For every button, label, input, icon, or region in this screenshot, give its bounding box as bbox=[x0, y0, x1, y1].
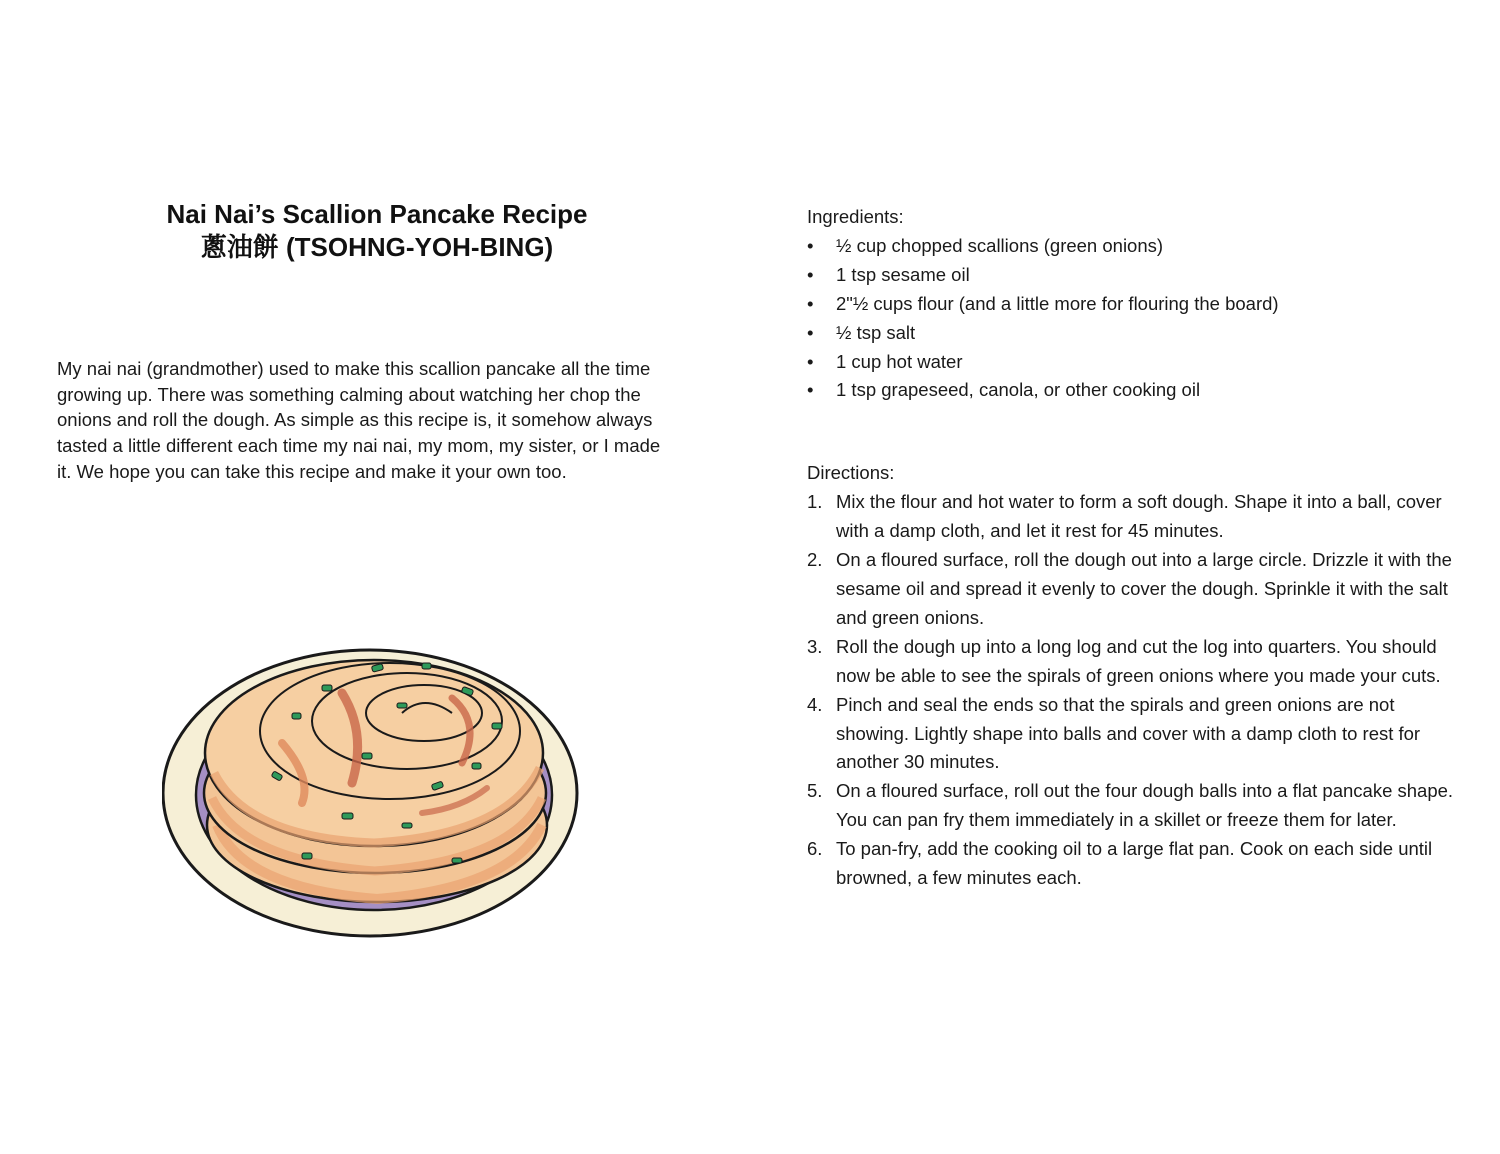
step-text: On a floured surface, roll out the four dough balls into a flat pancake shape. You can pan fry them immediately in a skillet or freeze them for later. bbox=[836, 780, 1454, 831]
step-number: 1. bbox=[807, 491, 823, 513]
ingredient-item bbox=[807, 376, 1457, 405]
step-number: 5. bbox=[807, 780, 823, 802]
directions-heading: Directions: bbox=[807, 462, 895, 484]
direction-step bbox=[807, 691, 1457, 778]
ingredient-item bbox=[807, 290, 1457, 319]
bullet-icon: • bbox=[807, 263, 814, 285]
direction-step bbox=[807, 488, 1457, 546]
left-column bbox=[57, 198, 697, 482]
recipe-title-english: Nai Nai’s Scallion Pancake Recipe bbox=[166, 199, 588, 229]
ingredient-item bbox=[807, 348, 1457, 377]
bullet-icon: • bbox=[807, 350, 814, 372]
bullet-icon: • bbox=[807, 321, 814, 343]
recipe-title bbox=[57, 198, 697, 264]
ingredients-list bbox=[807, 232, 1457, 405]
ingredient-text: 1 cup hot water bbox=[836, 350, 963, 372]
step-number: 4. bbox=[807, 693, 823, 715]
direction-step bbox=[807, 546, 1457, 633]
step-text: Roll the dough up into a long log and cut the log into quarters. You should now be able to see the spirals of green onions where you made your cuts. bbox=[836, 635, 1441, 686]
ingredient-text: 1 tsp sesame oil bbox=[836, 263, 970, 285]
ingredient-item bbox=[807, 319, 1457, 348]
step-number: 2. bbox=[807, 549, 823, 571]
ingredients-heading: Ingredients: bbox=[807, 206, 904, 227]
step-text: Pinch and seal the ends so that the spirals and green onions are not showing. Lightly shape into balls and cover with a damp cloth to rest for another 30 minutes. bbox=[836, 693, 1421, 773]
bullet-icon: • bbox=[807, 292, 814, 314]
directions-list bbox=[807, 488, 1457, 893]
right-column bbox=[807, 203, 1457, 893]
step-number: 6. bbox=[807, 838, 823, 860]
step-number: 3. bbox=[807, 635, 823, 657]
ingredient-text: ½ tsp salt bbox=[836, 321, 916, 343]
ingredient-text: ½ cup chopped scallions (green onions) bbox=[836, 234, 1164, 256]
ingredient-text: 2"½ cups flour (and a little more for flouring the board) bbox=[836, 292, 1279, 314]
ingredient-item bbox=[807, 261, 1457, 290]
ingredient-text: 1 tsp grapeseed, canola, or other cooking oil bbox=[836, 379, 1201, 401]
scallion-pancake-plate-illustration bbox=[162, 603, 592, 943]
directions-section bbox=[807, 459, 1457, 893]
direction-step bbox=[807, 633, 1457, 691]
step-text: Mix the flour and hot water to form a soft dough. Shape it into a ball, cover with a damp cloth, and let it rest for 45 minutes. bbox=[836, 491, 1442, 542]
recipe-title-chinese: 蔥油餅 (TSOHNG-YOH-BING) bbox=[200, 232, 554, 262]
direction-step bbox=[807, 835, 1457, 893]
ingredient-item bbox=[807, 232, 1457, 261]
bullet-icon: • bbox=[807, 234, 814, 256]
intro-paragraph: My nai nai (grandmother) used to make this scallion pancake all the time growing up. There was something calming about watching her chop the onions and roll the dough. As simple as this recipe is, it somehow always tasted a little different each time my nai nai, my mom, my sister, or I made it. We hope you can take this recipe and make it your own too. bbox=[57, 358, 661, 482]
direction-step bbox=[807, 777, 1457, 835]
step-text: To pan-fry, add the cooking oil to a large flat pan. Cook on each side until browned, a few minutes each. bbox=[836, 838, 1433, 889]
ingredients-section bbox=[807, 203, 1457, 405]
step-text: On a floured surface, roll the dough out into a large circle. Drizzle it with the sesame oil and spread it evenly to cover the dough. Sprinkle it with the salt and green onions. bbox=[836, 549, 1452, 628]
bullet-icon: • bbox=[807, 379, 814, 401]
